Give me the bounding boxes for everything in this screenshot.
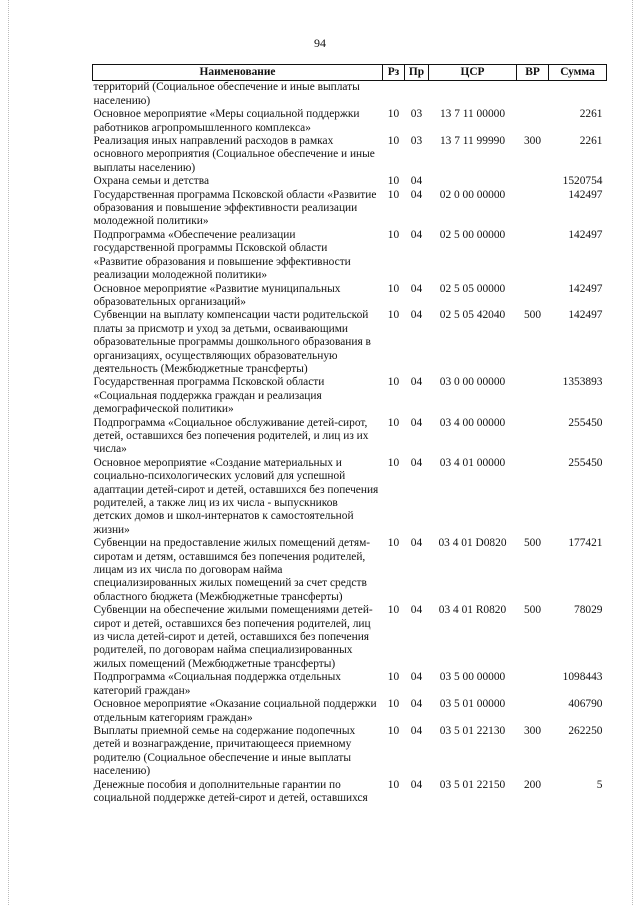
cell-csr [429, 175, 517, 188]
header-row [93, 65, 607, 81]
table-row [93, 376, 607, 416]
cell-sum: 262250 [568, 724, 603, 737]
cell-rz: 10 [387, 175, 400, 188]
header-csr: ЦСР [429, 65, 517, 81]
table-row [93, 417, 607, 457]
cell-rz: 10 [387, 282, 400, 295]
cell-sum: 1098443 [562, 671, 603, 684]
cell-pr: 03 [410, 135, 423, 148]
cell-name: Государственная программа Псковской области «Развитие образования и повышение эффективности реализации молодежной политики» [93, 188, 377, 228]
cell-sum: 255450 [568, 416, 603, 429]
cell-sum: 142497 [568, 188, 603, 201]
cell-name: Основное мероприятие «Развитие муниципальных образовательных организаций» [93, 282, 341, 308]
table-row [93, 309, 607, 376]
cell-csr: 03 4 01 00000 [439, 456, 506, 469]
cell-pr: 04 [410, 188, 423, 201]
cell-vr [517, 108, 549, 135]
cell-pr: 04 [410, 376, 423, 389]
table-row [93, 604, 607, 671]
cell-csr: 03 5 00 00000 [439, 671, 506, 684]
cell-rz [383, 81, 405, 108]
budget-table [92, 64, 607, 805]
cell-name: Субвенции на обеспечение жилыми помещениями детей-сирот и детей, оставшихся без попечения родителей, лиц из числа детей-сирот и детей, оставшихся без попечения родителей, по договорам найма специализированных жилых помещений (Межбюджетные трансферты) [93, 604, 373, 670]
table-row [93, 779, 607, 806]
cell-vr [517, 417, 549, 457]
cell-pr: 04 [410, 228, 423, 241]
cell-vr: 500 [523, 309, 542, 322]
cell-vr: 300 [523, 135, 542, 148]
table-row [93, 671, 607, 698]
cell-vr [517, 81, 549, 108]
cell-name: Денежные пособия и дополнительные гарантии по социальной поддержке детей-сирот и детей, оставшихся [93, 778, 368, 804]
header-rz: Рз [383, 65, 405, 81]
cell-rz: 10 [387, 604, 400, 617]
cell-rz: 10 [387, 228, 400, 241]
cell-name: Основное мероприятие «Создание материальных и социально-психологических условий для успешной адаптации детей-сирот и детей, оставшихся без попечения родителей, а также лиц из их числа - выпускников детских домов и школ-интернатов к самостоятельной жизни» [93, 456, 379, 536]
cell-pr: 04 [410, 456, 423, 469]
cell-vr: 500 [523, 604, 542, 617]
cell-rz: 10 [387, 376, 400, 389]
table-row [93, 725, 607, 779]
cell-csr: 03 4 00 00000 [439, 416, 506, 429]
cell-pr: 04 [410, 698, 423, 711]
cell-rz: 10 [387, 724, 400, 737]
cell-csr: 02 5 00 00000 [439, 228, 506, 241]
table-row [93, 175, 607, 188]
cell-name: Подпрограмма «Социальное обслуживание детей-сирот, детей, оставшихся без попечения родителей, и лиц из их числа» [93, 416, 369, 456]
cell-csr: 03 5 01 00000 [439, 698, 506, 711]
cell-rz: 10 [387, 188, 400, 201]
cell-name: Субвенции на предоставление жилых помещений детям-сиротам и детям, оставшимся без попечения родителей, лицам из их числа по договорам найма специализированных жилых помещений за счет средств областного бюджета (Межбюджетные трансферты) [93, 537, 371, 603]
cell-sum: 177421 [568, 537, 603, 550]
cell-sum [549, 81, 607, 108]
cell-rz: 10 [387, 416, 400, 429]
cell-rz: 10 [387, 778, 400, 791]
cell-sum: 2261 [579, 108, 603, 121]
scan-edge-left [8, 0, 10, 905]
cell-name: Государственная программа Псковской области «Социальная поддержка граждан и реализация демографической политики» [93, 376, 325, 416]
cell-rz: 10 [387, 456, 400, 469]
cell-pr: 04 [410, 778, 423, 791]
cell-sum: 5 [596, 778, 603, 791]
cell-vr: 200 [523, 778, 542, 791]
cell-pr: 04 [410, 604, 423, 617]
cell-sum: 255450 [568, 456, 603, 469]
cell-vr: 500 [523, 537, 542, 550]
cell-csr: 02 5 05 42040 [439, 309, 506, 322]
page-number: 94 [314, 36, 326, 50]
table-row [93, 189, 607, 229]
header-name: Наименование [93, 65, 383, 81]
cell-vr [517, 376, 549, 416]
cell-csr: 02 0 00 00000 [439, 188, 506, 201]
cell-sum: 142497 [568, 309, 603, 322]
cell-vr [517, 457, 549, 537]
cell-sum: 2261 [579, 135, 603, 148]
cell-pr [405, 81, 429, 108]
cell-pr: 04 [410, 175, 423, 188]
cell-csr: 03 4 01 D0820 [438, 537, 507, 550]
cell-vr [517, 229, 549, 283]
table-header [93, 65, 607, 81]
cell-name: Реализация иных направлений расходов в рамках основного мероприятия (Социальное обеспечение и иные выплаты населению) [93, 135, 375, 174]
cell-sum: 1520754 [562, 175, 603, 188]
cell-rz: 10 [387, 671, 400, 684]
cell-name: Основное мероприятие «Оказание социальной поддержки отдельным категориям граждан» [93, 698, 377, 724]
cell-vr: 300 [523, 724, 542, 737]
cell-csr: 03 0 00 00000 [439, 376, 506, 389]
cell-vr [517, 189, 549, 229]
cell-pr: 04 [410, 537, 423, 550]
cell-vr [517, 698, 549, 725]
cell-sum: 78029 [574, 604, 603, 617]
table-row [93, 283, 607, 310]
table-row [93, 229, 607, 283]
cell-pr: 03 [410, 108, 423, 121]
cell-name: Основное мероприятие «Меры социальной поддержки работников агропромышленного комплекса» [93, 108, 360, 134]
cell-csr: 13 7 11 00000 [439, 108, 506, 121]
cell-name: Субвенции на выплату компенсации части родительской платы за присмотр и уход за детьми, осваивающими образовательные программы дошкольного образования в организациях, осуществляющих образовательную деятельность (Межбюджетные трансферты) [93, 309, 371, 375]
table-row [93, 537, 607, 604]
table-row [93, 457, 607, 537]
header-pr: Пр [405, 65, 429, 81]
header-vr: ВР [517, 65, 549, 81]
table-row [93, 135, 607, 175]
cell-csr: 03 5 01 22130 [439, 724, 506, 737]
cell-name: территорий (Социальное обеспечение и иные выплаты населению) [93, 81, 360, 107]
header-sum: Сумма [549, 65, 607, 81]
cell-vr [517, 175, 549, 188]
cell-csr [429, 81, 517, 108]
cell-csr: 03 5 01 22150 [439, 778, 506, 791]
table-row [93, 698, 607, 725]
cell-pr: 04 [410, 282, 423, 295]
cell-sum: 142497 [568, 228, 603, 241]
cell-vr [517, 671, 549, 698]
cell-pr: 04 [410, 309, 423, 322]
cell-rz: 10 [387, 135, 400, 148]
cell-sum: 142497 [568, 282, 603, 295]
cell-name: Подпрограмма «Обеспечение реализации государственной программы Псковской области «Развитие образования и повышение эффективности реализации молодежной политики» [93, 228, 351, 282]
table-row [93, 81, 607, 108]
cell-name: Выплаты приемной семье на содержание подопечных детей и вознаграждение, причитающееся приемному родителю (Социальное обеспечение и иные выплаты населению) [93, 724, 356, 778]
table-row [93, 108, 607, 135]
cell-rz: 10 [387, 537, 400, 550]
cell-name: Подпрограмма «Социальная поддержка отдельных категорий граждан» [93, 671, 341, 697]
table-body [93, 81, 607, 805]
cell-pr: 04 [410, 671, 423, 684]
cell-csr: 02 5 05 00000 [439, 282, 506, 295]
cell-csr: 13 7 11 99990 [439, 135, 506, 148]
scan-edge-right [632, 0, 634, 905]
cell-csr: 03 4 01 R0820 [438, 604, 507, 617]
cell-pr: 04 [410, 416, 423, 429]
cell-rz: 10 [387, 309, 400, 322]
cell-sum: 406790 [568, 698, 603, 711]
cell-vr [517, 283, 549, 310]
cell-sum: 1353893 [562, 376, 603, 389]
cell-pr: 04 [410, 724, 423, 737]
cell-rz: 10 [387, 698, 400, 711]
cell-name: Охрана семьи и детства [93, 175, 209, 188]
cell-rz: 10 [387, 108, 400, 121]
